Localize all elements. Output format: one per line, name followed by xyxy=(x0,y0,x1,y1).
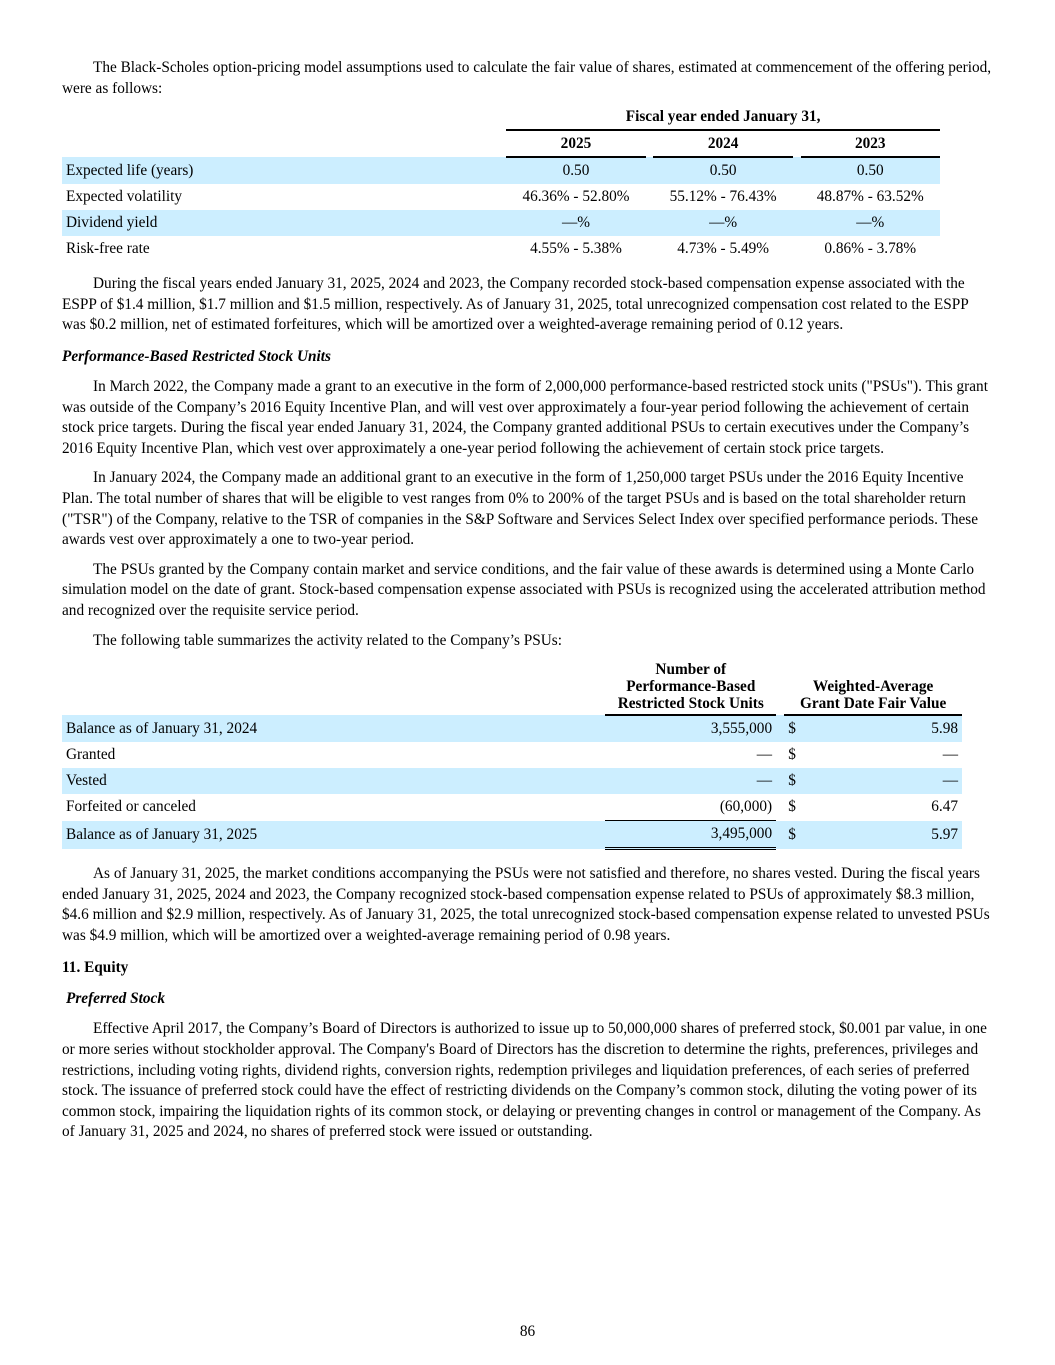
currency-symbol: $ xyxy=(784,715,806,742)
psu-paragraph-2: In January 2024, the Company made an additional grant to an executive in the form of 1,250,000 target PSUs under the 2016 Equity Incentive Plan. The total number of shares that will be eligible to vest ranges from 0% to 200% of the target PSUs and is based on the total shareholder return ("TSR") of the Company, relative to the TSR of companies in the S&P Software and Services Select Index over specified performance periods. These awards vest over approximately a one to two-year period. xyxy=(62,469,979,549)
row-label: Dividend yield xyxy=(62,210,506,236)
preferred-stock-paragraph: Effective April 2017, the Company’s Board of Directors is authorized to issue up to 50,000,000 shares of preferred stock, $0.001 par value, in one or more series without stockholder approval. The Company's Board of Directors has the discretion to determine the rights, preferences, privileges and restrictions, including voting rights, dividend rights, conversion rights, redemption privileges and liquidation preferences, of each series of preferred stock. The issuance of preferred stock could have the effect of restricting dividends on the Company’s common stock, diluting the voting power of its common stock, impairing the liquidation rights of its common stock, or delaying or preventing changes in control or management of the Company. As of January 31, 2025 and 2024, no shares of preferred stock were issued or outstanding. xyxy=(62,1020,987,1141)
currency-symbol: $ xyxy=(784,768,806,794)
table-row xyxy=(62,157,940,184)
psu-activity-table xyxy=(62,661,962,850)
fair-value: — xyxy=(807,768,962,794)
equity-heading: 11. Equity xyxy=(62,959,129,977)
assumptions-table xyxy=(62,104,940,262)
header-line: Restricted Stock Units xyxy=(617,695,764,713)
cell-value: 48.87% - 63.52% xyxy=(816,188,924,206)
psu-paragraph-1: In March 2022, the Company made a grant to an executive in the form of 2,000,000 performance-based restricted stock units ("PSUs"). This grant was outside of the Company’s 2016 Equity Incentive Plan, and will vest over approximately a four-year period following the achievement of certain stock price targets. During the fiscal year ended January 31, 2024, the Company granted additional PSUs to certain executives under the Company’s 2016 Equity Incentive Plan, which vest over approximately a one-year period following the achievement of certain stock price targets. xyxy=(62,377,988,457)
cell-value: 0.50 xyxy=(506,157,645,184)
preferred-stock-heading: Preferred Stock xyxy=(66,990,165,1008)
assumptions-group-header-row xyxy=(62,104,940,130)
fair-value: — xyxy=(942,746,958,764)
psu-heading: Performance-Based Restricted Stock Units xyxy=(62,347,331,365)
cell-value: 4.73% - 5.49% xyxy=(677,240,769,258)
psu-paragraph-3: The PSUs granted by the Company contain market and service conditions, and the fair value of these awards is determined using a Monte Carlo simulation model on the date of grant. Stock-based compensation expense associated with PSUs is recognized using the accelerated attribution method and recognized over the requisite service period. xyxy=(62,560,986,619)
units-value: — xyxy=(756,746,773,764)
currency-symbol: $ xyxy=(788,746,796,764)
row-label: Expected volatility xyxy=(66,188,182,206)
cell-value: 4.55% - 5.38% xyxy=(530,240,622,258)
cell-value: 55.12% - 76.43% xyxy=(669,188,777,206)
fair-value: 6.47 xyxy=(931,798,958,816)
row-label: Balance as of January 31, 2025 xyxy=(62,821,605,849)
header-line: Number of xyxy=(655,661,727,679)
cell-value: 46.36% - 52.80% xyxy=(522,188,630,206)
psu-table-header-row xyxy=(62,661,962,715)
psu-paragraph-4: The following table summarizes the activity related to the Company’s PSUs: xyxy=(93,631,563,649)
cell-value: 0.86% - 3.78% xyxy=(824,240,917,258)
currency-symbol: $ xyxy=(784,821,806,849)
units-value: — xyxy=(605,768,776,794)
psu-paragraph-5: As of January 31, 2025, the market conditions accompanying the PSUs were not satisfied and therefore, no shares vested. During the fiscal years ended January 31, 2025, 2024 and 2023, the Company recognized stock-based compensation expense related to PSUs of approximately $8.3 million, $4.6 million and $2.9 million, respectively. As of January 31, 2025, the total unrecognized stock-based compensation expense related to unvested PSUs was $4.9 million, which will be amortized over a weighted-average remaining period of 0.98 years. xyxy=(62,865,990,944)
year-header: 2024 xyxy=(653,130,792,157)
row-label: Risk-free rate xyxy=(66,240,150,258)
year-header: 2025 xyxy=(506,130,645,157)
cell-value: —% xyxy=(506,210,645,236)
table-row xyxy=(62,768,962,794)
units-value: 3,495,000 xyxy=(605,821,776,849)
table-row xyxy=(62,794,962,821)
row-label: Forfeited or canceled xyxy=(66,798,196,816)
row-label: Granted xyxy=(66,746,116,764)
header-line: Performance-Based xyxy=(626,678,756,696)
table-row xyxy=(62,210,940,236)
row-label: Expected life (years) xyxy=(62,157,506,184)
units-value: (60,000) xyxy=(605,794,776,821)
units-column-header xyxy=(605,661,776,715)
table-row xyxy=(62,715,962,742)
table-row xyxy=(62,821,962,849)
assumptions-year-row xyxy=(62,130,940,157)
row-label: Vested xyxy=(62,768,605,794)
header-line: Grant Date Fair Value xyxy=(799,695,947,713)
cell-value: —% xyxy=(801,210,940,236)
document-page xyxy=(62,58,994,1143)
table-row xyxy=(62,236,940,262)
fair-value: 5.98 xyxy=(807,715,962,742)
row-label: Balance as of January 31, 2024 xyxy=(62,715,605,742)
fiscal-year-header: Fiscal year ended January 31, xyxy=(506,104,940,130)
currency-symbol: $ xyxy=(788,798,796,816)
units-value: 3,555,000 xyxy=(605,715,776,742)
cell-value: —% xyxy=(653,210,792,236)
page-number: 86 xyxy=(519,1323,536,1340)
fair-value-column-header xyxy=(784,661,962,715)
cell-value: 0.50 xyxy=(653,157,792,184)
espp-paragraph: During the fiscal years ended January 31, 2025, 2024 and 2023, the Company recorded stock-based compensation expense associated with the ESPP of $1.4 million, $1.7 million and $1.5 million, respectively. As of January 31, 2025, total unrecognized compensation cost related to the ESPP was $0.2 million, net of estimated forfeitures, which will be amortized over a weighted-average remaining period of 0.12 years. xyxy=(62,275,969,334)
table-row xyxy=(62,184,940,210)
table-row xyxy=(62,742,962,768)
fair-value: 5.97 xyxy=(807,821,962,849)
year-header: 2023 xyxy=(801,130,940,157)
cell-value: 0.50 xyxy=(801,157,940,184)
intro-paragraph: The Black-Scholes option-pricing model assumptions used to calculate the fair value of shares, estimated at commencement of the offering period, were as follows: xyxy=(62,59,992,97)
header-line: Weighted-Average xyxy=(812,678,934,696)
